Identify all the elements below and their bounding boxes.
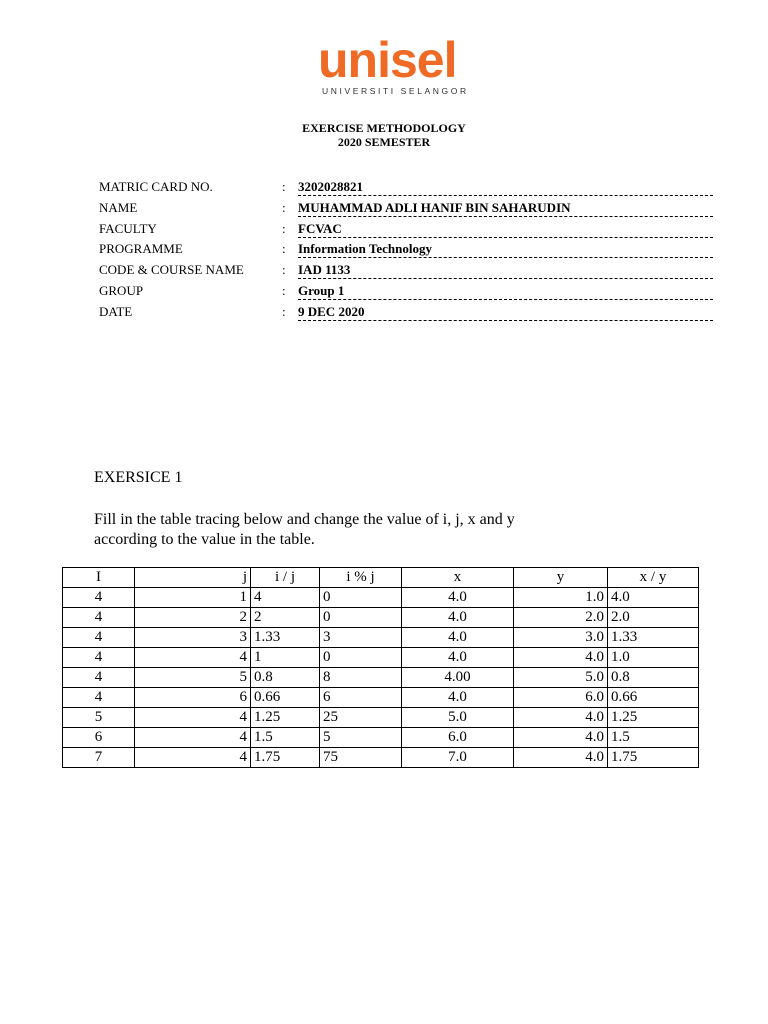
table-cell: 1.5 xyxy=(251,728,320,748)
table-cell: 6 xyxy=(320,688,402,708)
info-row-date xyxy=(99,303,713,324)
info-label: DATE xyxy=(99,303,133,319)
exercise-instruction: Fill in the table tracing below and change the value of i, j, x and y according to the value in the table. xyxy=(94,511,515,548)
column-header: i % j xyxy=(320,568,402,588)
table-header-row xyxy=(63,568,699,588)
table-row xyxy=(63,608,699,628)
table-cell: 1.25 xyxy=(251,708,320,728)
table-row xyxy=(63,648,699,668)
info-row-matric xyxy=(99,178,713,199)
info-value: IAD 1133 xyxy=(298,262,713,279)
column-header: j xyxy=(135,568,251,588)
info-label: GROUP xyxy=(99,282,144,298)
table-cell: 6 xyxy=(135,688,251,708)
trace-table xyxy=(62,567,699,768)
info-colon: : xyxy=(282,282,286,298)
table-cell: 6 xyxy=(63,728,135,748)
table-cell: 4 xyxy=(63,688,135,708)
table-cell: 0.8 xyxy=(251,668,320,688)
info-value: 9 DEC 2020 xyxy=(298,304,713,321)
table-row xyxy=(63,628,699,648)
table-cell: 4.0 xyxy=(402,588,514,608)
info-value: Group 1 xyxy=(298,283,713,300)
table-cell: 4.0 xyxy=(514,648,608,668)
table-cell: 4 xyxy=(135,748,251,768)
table-cell: 1 xyxy=(251,648,320,668)
table-cell: 2.0 xyxy=(608,608,699,628)
table-cell: 4.0 xyxy=(514,728,608,748)
table-body xyxy=(63,588,699,768)
table-cell: 6.0 xyxy=(402,728,514,748)
table-cell: 2.0 xyxy=(514,608,608,628)
table-cell: 5 xyxy=(135,668,251,688)
info-colon: : xyxy=(282,220,286,236)
table-cell: 4.0 xyxy=(402,608,514,628)
table-cell: 4 xyxy=(135,708,251,728)
table-cell: 0 xyxy=(320,608,402,628)
table-cell: 4 xyxy=(135,728,251,748)
student-info xyxy=(99,178,713,324)
info-row-name xyxy=(99,199,713,220)
table-cell: 1.75 xyxy=(251,748,320,768)
column-header: I xyxy=(63,568,135,588)
column-header: x / y xyxy=(608,568,699,588)
info-label: MATRIC CARD NO. xyxy=(99,179,213,194)
table-cell: 4.0 xyxy=(402,648,514,668)
table-row xyxy=(63,668,699,688)
logo-subtitle: UNIVERSITI SELANGOR xyxy=(322,86,469,96)
table-row xyxy=(63,588,699,608)
exercise-title: EXERSICE 1 xyxy=(94,469,183,486)
table-cell: 6.0 xyxy=(514,688,608,708)
info-row-group xyxy=(99,282,713,303)
info-label: NAME xyxy=(99,199,138,215)
table-cell: 4 xyxy=(63,648,135,668)
table-cell: 5 xyxy=(63,708,135,728)
document-semester: 2020 SEMESTER xyxy=(337,135,431,149)
info-colon: : xyxy=(282,179,286,194)
table-cell: 4.0 xyxy=(608,588,699,608)
table-cell: 8 xyxy=(320,668,402,688)
table-cell: 2 xyxy=(135,608,251,628)
document-title: EXERCISE METHODOLOGY xyxy=(302,121,466,135)
table-cell: 7 xyxy=(63,748,135,768)
table-cell: 5.0 xyxy=(402,708,514,728)
info-value: Information Technology xyxy=(298,241,713,258)
table-row xyxy=(63,688,699,708)
info-value: 3202028821 xyxy=(298,179,713,196)
table-cell: 3.0 xyxy=(514,628,608,648)
table-cell: 0 xyxy=(320,588,402,608)
column-header: x xyxy=(402,568,514,588)
table-cell: 1.5 xyxy=(608,728,699,748)
table-cell: 1.0 xyxy=(514,588,608,608)
table-cell: 25 xyxy=(320,708,402,728)
info-value: FCVAC xyxy=(298,221,713,238)
table-cell: 4.0 xyxy=(402,628,514,648)
table-cell: 4 xyxy=(63,628,135,648)
table-cell: 4 xyxy=(135,648,251,668)
info-row-programme xyxy=(99,240,713,261)
table-cell: 4 xyxy=(251,588,320,608)
table-cell: 7.0 xyxy=(402,748,514,768)
info-label: CODE & COURSE NAME xyxy=(99,262,244,278)
table-cell: 4.0 xyxy=(514,748,608,768)
info-row-faculty xyxy=(99,220,713,241)
logo-wordmark: unisel xyxy=(318,32,457,88)
unisel-logo xyxy=(318,32,469,102)
column-header: i / j xyxy=(251,568,320,588)
table-row xyxy=(63,728,699,748)
table-cell: 75 xyxy=(320,748,402,768)
info-colon: : xyxy=(282,199,286,215)
table-row xyxy=(63,748,699,768)
info-colon: : xyxy=(282,262,286,278)
info-value: MUHAMMAD ADLI HANIF BIN SAHARUDIN xyxy=(298,200,713,217)
table-cell: 2 xyxy=(251,608,320,628)
table-cell: 3 xyxy=(135,628,251,648)
info-label: FACULTY xyxy=(99,220,157,236)
table-cell: 1 xyxy=(135,588,251,608)
info-colon: : xyxy=(282,241,286,257)
table-cell: 3 xyxy=(320,628,402,648)
table-cell: 1.25 xyxy=(608,708,699,728)
table-cell: 0.66 xyxy=(251,688,320,708)
table-cell: 1.33 xyxy=(608,628,699,648)
table-cell: 1.0 xyxy=(608,648,699,668)
table-cell: 4.0 xyxy=(402,688,514,708)
table-row xyxy=(63,708,699,728)
table-cell: 1.33 xyxy=(251,628,320,648)
table-cell: 4 xyxy=(63,668,135,688)
table-cell: 1.75 xyxy=(608,748,699,768)
table-cell: 4.0 xyxy=(514,708,608,728)
info-colon: : xyxy=(282,303,286,319)
column-header: y xyxy=(514,568,608,588)
table-cell: 5 xyxy=(320,728,402,748)
table-cell: 4 xyxy=(63,608,135,628)
table-cell: 5.0 xyxy=(514,668,608,688)
table-cell: 0 xyxy=(320,648,402,668)
info-row-course xyxy=(99,261,713,282)
table-cell: 0.66 xyxy=(608,688,699,708)
info-label: PROGRAMME xyxy=(99,241,183,257)
table-cell: 4 xyxy=(63,588,135,608)
table-cell: 4.00 xyxy=(402,668,514,688)
table-cell: 0.8 xyxy=(608,668,699,688)
